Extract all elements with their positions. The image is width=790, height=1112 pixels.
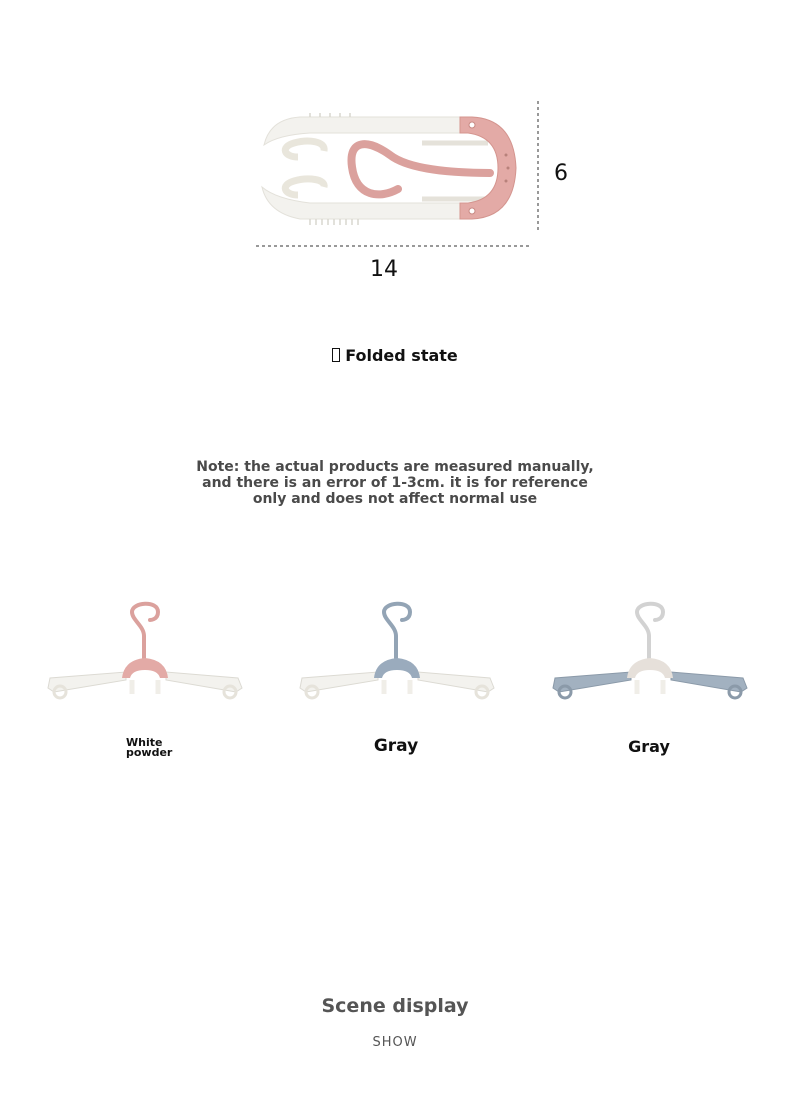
note-line: Note: the actual products are measured manually, — [196, 459, 594, 475]
variant-label-line: powder — [126, 746, 173, 759]
scene-display-title: Scene display — [321, 995, 469, 1017]
note-line: and there is an error of 1-3cm. it is for reference — [202, 475, 588, 491]
square-icon — [332, 348, 340, 362]
variant-label-gray-2: Gray — [628, 737, 670, 756]
hanger-gray-2-image — [545, 598, 755, 708]
note-line: only and does not affect normal use — [252, 491, 538, 507]
variant-label-gray-1: Gray — [373, 736, 419, 756]
measurement-note — [160, 459, 630, 507]
folded-state-text: Folded state — [345, 346, 458, 365]
width-dimension: 14 — [370, 257, 398, 282]
variant-label-line: White — [126, 736, 163, 749]
hanger-white-powder-image — [40, 598, 250, 708]
folded-state-label — [300, 346, 490, 365]
height-dimension: 6 — [554, 161, 568, 186]
hanger-gray-1-image — [292, 598, 502, 708]
variant-label-white-powder — [126, 738, 172, 758]
scene-display-subtitle: SHOW — [372, 1035, 418, 1050]
folded-hanger-illustration — [250, 95, 550, 255]
